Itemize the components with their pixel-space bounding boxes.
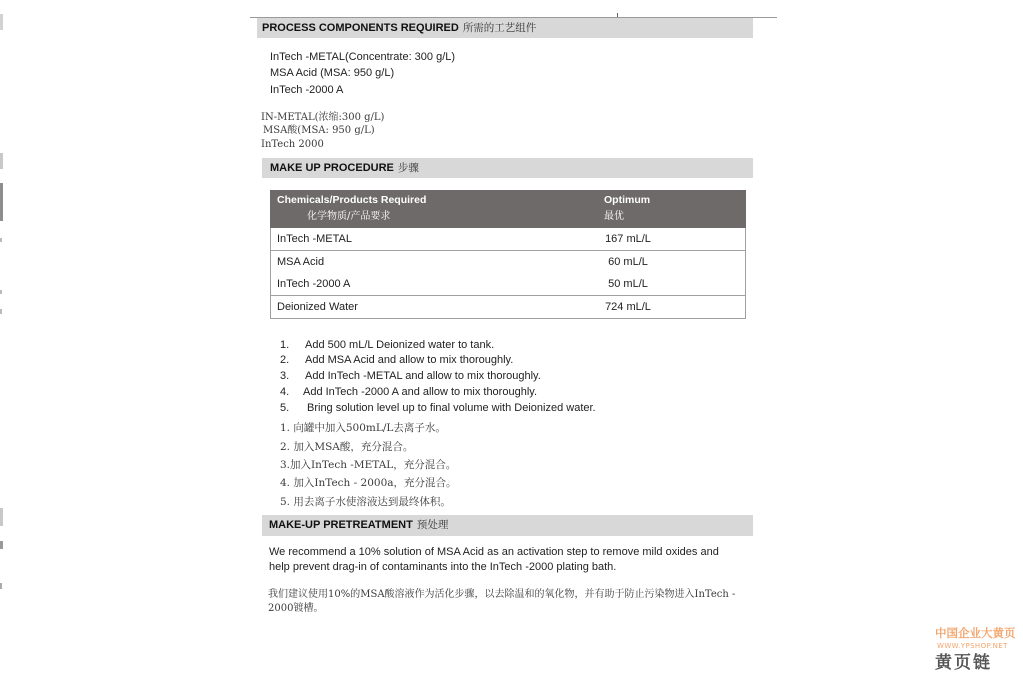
component-item: MSA Acid (MSA: 950 g/L) xyxy=(270,67,395,79)
watermark-url: WWW.YPSHOP.NET xyxy=(937,642,1008,650)
section-title-cn: 步骤 xyxy=(397,162,419,174)
step-item-cn: 1. 向罐中加入500mL/L去离子水。 xyxy=(280,422,446,434)
step-text: Add 500 mL/L Deionized water to tank. xyxy=(305,339,495,351)
section-title xyxy=(270,158,419,178)
component-item-cn: InTech 2000 xyxy=(261,139,324,150)
table-cell-optimum: 724 mL/L xyxy=(605,301,651,313)
table-cell-chemical: MSA Acid xyxy=(277,256,325,268)
scan-mark xyxy=(0,508,3,526)
table-row xyxy=(271,228,745,251)
make-up-table xyxy=(270,190,746,319)
table-cell-optimum: 167 mL/L xyxy=(605,233,651,245)
component-item: InTech -2000 A xyxy=(270,84,344,96)
section-title-en: PROCESS COMPONENTS REQUIRED xyxy=(262,22,459,34)
scan-mark xyxy=(0,238,2,242)
table-cell-optimum: 50 mL/L xyxy=(608,278,648,290)
section-header-pretreatment xyxy=(262,515,753,536)
section-title-en: MAKE-UP PRETREATMENT xyxy=(269,519,413,531)
step-text: Add InTech -2000 A and allow to mix thoroughly. xyxy=(303,386,537,398)
section-header-process-components xyxy=(257,18,753,38)
scan-mark xyxy=(0,309,2,314)
watermark-title: 中国企业大黄页 xyxy=(935,626,1016,640)
table-cell-optimum: 60 mL/L xyxy=(608,256,648,268)
step-text: Add InTech -METAL and allow to mix thoroughly. xyxy=(305,370,541,382)
step-number: 2. xyxy=(280,354,290,366)
step-number: 5. xyxy=(280,402,290,414)
step-number: 1. xyxy=(280,339,290,351)
table-cell-chemical: InTech -2000 A xyxy=(277,278,351,290)
step-item-cn: 4. 加入InTech - 2000a，充分混合。 xyxy=(280,477,457,489)
paragraph-line: We recommend a 10% solution of MSA Acid as an activation step to remove mild oxides and xyxy=(269,546,719,558)
section-header-make-up-procedure xyxy=(262,158,753,178)
step-number: 4. xyxy=(280,386,290,398)
component-item: InTech -METAL(Concentrate: 300 g/L) xyxy=(270,51,456,63)
step-number: 3. xyxy=(280,370,290,382)
table-row xyxy=(271,251,745,273)
table-row xyxy=(271,296,745,318)
paragraph-line: help prevent drag-in of contaminants into the InTech -2000 plating bath. xyxy=(269,561,617,573)
column-header-optimum: Optimum xyxy=(604,194,651,206)
scan-mark xyxy=(0,153,3,169)
step-item-cn: 2. 加入MSA酸，充分混合。 xyxy=(280,441,414,453)
scan-mark xyxy=(0,14,3,30)
step-item-cn: 3.加入InTech -METAL，充分混合。 xyxy=(280,459,457,471)
section-title xyxy=(262,18,536,38)
component-item-cn: MSA酸(MSA: 950 g/L) xyxy=(263,125,375,136)
watermark-brand: 黄页链 xyxy=(935,653,992,673)
scan-mark xyxy=(0,541,3,549)
step-item-cn: 5. 用去离子水使溶液达到最终体积。 xyxy=(280,496,451,508)
table-cell-chemical: Deionized Water xyxy=(277,301,358,313)
column-header-chemicals-cn: 化学物质/产品要求 xyxy=(307,211,391,222)
table-row xyxy=(271,273,745,296)
table-cell-chemical: InTech -METAL xyxy=(277,233,352,245)
column-header-chemicals: Chemicals/Products Required xyxy=(277,194,427,206)
column-header-optimum-cn: 最优 xyxy=(604,211,624,222)
scan-mark xyxy=(0,583,2,589)
step-text: Add MSA Acid and allow to mix thoroughly. xyxy=(305,354,514,366)
table-header xyxy=(270,190,746,228)
component-item-cn: IN-METAL(浓缩:300 g/L) xyxy=(261,112,385,123)
paragraph-line-cn: 2000镀槽。 xyxy=(268,603,324,614)
rule-tick xyxy=(617,13,618,17)
section-title-cn: 预处理 xyxy=(416,519,449,531)
section-title xyxy=(269,515,448,536)
paragraph-line-cn: 我们建议使用10%的MSA酸溶液作为活化步骤，以去除温和的氧化物，并有助于防止污染物进入InTech - xyxy=(268,589,736,600)
scan-mark xyxy=(0,183,3,221)
scan-mark xyxy=(0,290,2,294)
section-title-en: MAKE UP PROCEDURE xyxy=(270,162,394,174)
section-title-cn: 所需的工艺组件 xyxy=(462,22,537,34)
step-text: Bring solution level up to final volume with Deionized water. xyxy=(307,402,596,414)
